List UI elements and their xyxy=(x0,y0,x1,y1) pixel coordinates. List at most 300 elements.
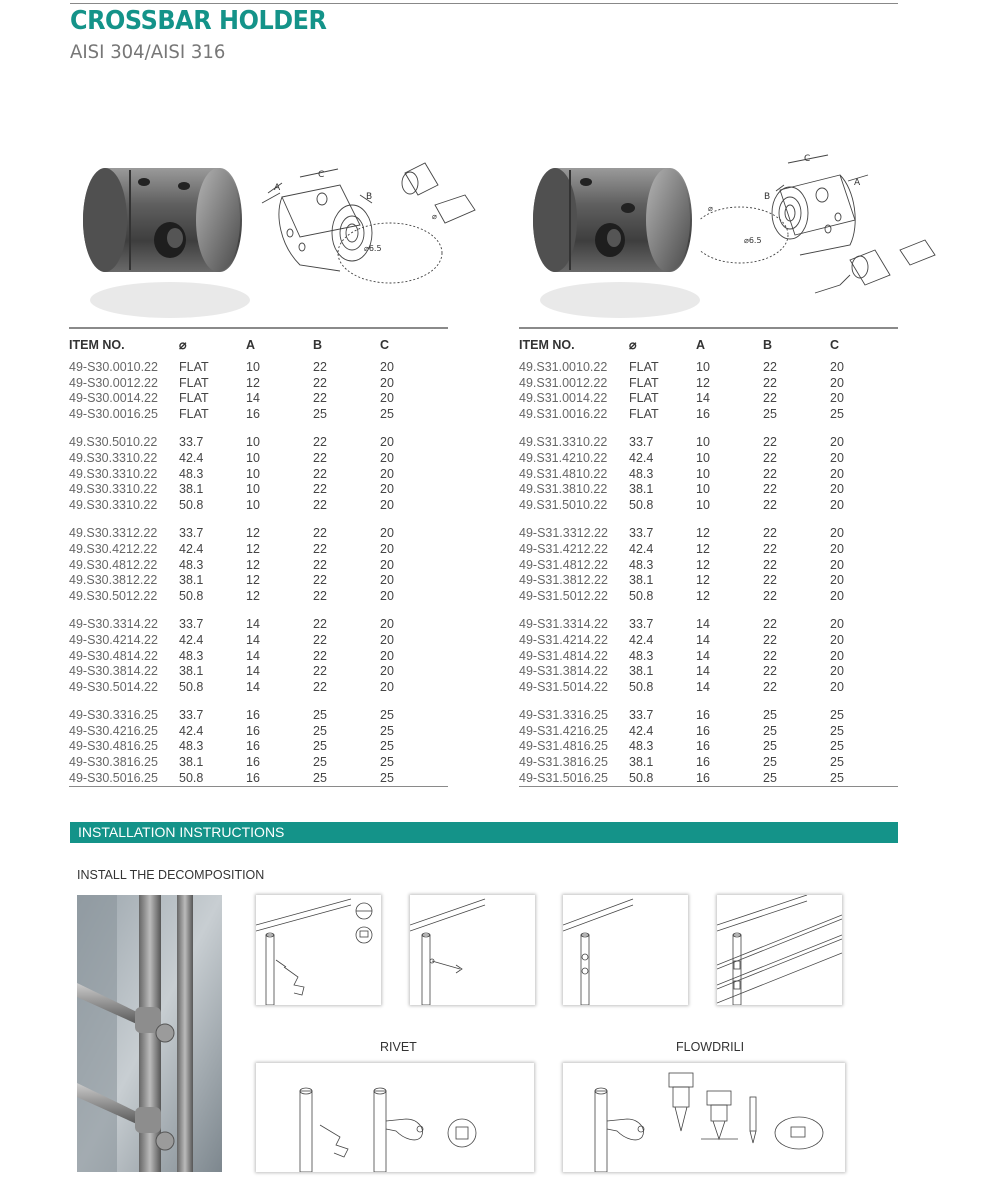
cell-a: 10 xyxy=(696,482,710,497)
cell-b: 22 xyxy=(313,391,327,406)
cell-item-no: 49.S30.3310.22 xyxy=(69,450,158,465)
cell-item-no: 49.S31.0012.22 xyxy=(519,375,608,390)
cell-a: 14 xyxy=(246,679,260,694)
cell-b: 25 xyxy=(313,770,327,785)
table-row xyxy=(69,755,448,771)
cell-item-no: 49.S31.4210.22 xyxy=(519,450,608,465)
cell-b: 25 xyxy=(763,739,777,754)
cell-a: 12 xyxy=(696,541,710,556)
cell-b: 22 xyxy=(313,617,327,632)
table-row xyxy=(519,680,898,696)
cell-c: 25 xyxy=(380,406,394,421)
table-row xyxy=(69,498,448,514)
cell-a: 12 xyxy=(696,557,710,572)
cell-c: 20 xyxy=(830,573,844,588)
table-header-row xyxy=(69,328,448,360)
group-spacer xyxy=(519,604,898,617)
col-header-item-no: ITEM NO. xyxy=(519,328,629,360)
cell-c: 20 xyxy=(830,617,844,632)
cell-diameter: 50.8 xyxy=(629,679,654,694)
table-row xyxy=(519,739,898,755)
cell-diameter: 33.7 xyxy=(179,526,204,541)
cell-c: 25 xyxy=(380,739,394,754)
cell-b: 22 xyxy=(313,526,327,541)
cell-item-no: 49-S31.3314.22 xyxy=(519,617,608,632)
table-row xyxy=(69,680,448,696)
cell-a: 16 xyxy=(696,770,710,785)
page-subtitle: AISI 304/AISI 316 xyxy=(70,41,226,63)
cell-c: 20 xyxy=(830,679,844,694)
cell-item-no: 49-S30.4214.22 xyxy=(69,632,158,647)
cell-diameter: 38.1 xyxy=(179,482,204,497)
cell-diameter: 33.7 xyxy=(179,435,204,450)
cell-b: 22 xyxy=(313,450,327,465)
flowdrill-caption: FLOWDRILI xyxy=(676,1040,745,1054)
cell-item-no: 49-S31.3816.25 xyxy=(519,755,608,770)
group-spacer xyxy=(519,695,898,708)
table-row xyxy=(69,435,448,451)
cell-b: 22 xyxy=(763,664,777,679)
cell-b: 25 xyxy=(313,406,327,421)
cell-diameter: 42.4 xyxy=(179,723,204,738)
col-header-c: C xyxy=(380,328,448,360)
cell-c: 20 xyxy=(380,679,394,694)
cell-diameter: 42.4 xyxy=(629,632,654,647)
cell-item-no: 49-S30.4814.22 xyxy=(69,648,158,663)
cell-diameter: 48.3 xyxy=(629,739,654,754)
cell-a: 12 xyxy=(246,573,260,588)
cell-b: 22 xyxy=(763,617,777,632)
cell-item-no: 49-S31.3312.22 xyxy=(519,526,608,541)
cell-c: 20 xyxy=(380,557,394,572)
table-row xyxy=(519,467,898,483)
cell-a: 16 xyxy=(246,739,260,754)
cell-b: 22 xyxy=(313,664,327,679)
col-header-b: B xyxy=(313,328,380,360)
cell-item-no: 49-S30.0012.22 xyxy=(69,375,158,390)
cell-c: 20 xyxy=(830,466,844,481)
cell-diameter: 42.4 xyxy=(629,450,654,465)
cell-a: 14 xyxy=(246,648,260,663)
cell-a: 16 xyxy=(246,708,260,723)
cell-item-no: 49.S30.3310.22 xyxy=(69,482,158,497)
cell-diameter: 38.1 xyxy=(629,755,654,770)
group-spacer xyxy=(69,604,448,617)
cell-a: 16 xyxy=(696,708,710,723)
table-row xyxy=(69,391,448,407)
cell-a: 12 xyxy=(246,557,260,572)
cell-c: 20 xyxy=(380,632,394,647)
cell-b: 22 xyxy=(313,541,327,556)
cell-c: 25 xyxy=(830,708,844,723)
cell-a: 10 xyxy=(246,497,260,512)
cell-b: 22 xyxy=(763,573,777,588)
cell-item-no: 49.S31.0010.22 xyxy=(519,360,608,374)
table-row xyxy=(69,589,448,605)
cell-diameter: 33.7 xyxy=(629,435,654,450)
cell-c: 20 xyxy=(380,482,394,497)
table-row xyxy=(519,617,898,633)
cell-c: 20 xyxy=(380,466,394,481)
table-row xyxy=(69,451,448,467)
product-photo-left xyxy=(60,160,250,325)
spec-table-right xyxy=(519,327,898,789)
col-header-a: A xyxy=(246,328,313,360)
cell-a: 12 xyxy=(696,588,710,603)
table-row xyxy=(519,498,898,514)
installation-heading-bar xyxy=(70,822,898,843)
cell-a: 14 xyxy=(696,664,710,679)
cell-b: 22 xyxy=(763,375,777,390)
cell-diameter: 48.3 xyxy=(179,466,204,481)
cell-item-no: 49.S30.3812.22 xyxy=(69,573,158,588)
cell-item-no: 49.S31.0016.22 xyxy=(519,406,608,421)
col-header-a: A xyxy=(696,328,763,360)
table-row xyxy=(519,376,898,392)
table-row xyxy=(519,526,898,542)
installation-photo xyxy=(77,895,222,1172)
install-step-panel-1 xyxy=(256,895,381,1005)
cell-item-no: 49.S30.3310.22 xyxy=(69,466,158,481)
cell-item-no: 49-S30.4216.25 xyxy=(69,723,158,738)
col-header-diameter: ⌀ xyxy=(629,328,696,360)
table-row xyxy=(69,376,448,392)
cell-b: 22 xyxy=(313,466,327,481)
cell-b: 22 xyxy=(313,557,327,572)
col-header-b: B xyxy=(763,328,830,360)
cell-b: 22 xyxy=(313,573,327,588)
table-row xyxy=(519,755,898,771)
cell-b: 22 xyxy=(313,679,327,694)
cell-item-no: 49-S31.5014.22 xyxy=(519,679,608,694)
cell-a: 10 xyxy=(696,435,710,450)
table-row xyxy=(519,542,898,558)
cell-b: 22 xyxy=(763,632,777,647)
cell-b: 25 xyxy=(313,739,327,754)
cell-c: 25 xyxy=(380,708,394,723)
cell-b: 22 xyxy=(313,360,327,374)
cell-c: 20 xyxy=(380,375,394,390)
table-row xyxy=(69,573,448,589)
cell-a: 12 xyxy=(246,588,260,603)
cell-b: 25 xyxy=(763,723,777,738)
table-row xyxy=(519,771,898,787)
cell-a: 14 xyxy=(246,617,260,632)
cell-diameter: 48.3 xyxy=(629,557,654,572)
cell-a: 16 xyxy=(246,406,260,421)
cell-b: 22 xyxy=(763,450,777,465)
cell-a: 12 xyxy=(696,526,710,541)
table-row xyxy=(519,482,898,498)
cell-a: 12 xyxy=(246,526,260,541)
table-row xyxy=(519,664,898,680)
cell-c: 20 xyxy=(830,375,844,390)
cell-a: 14 xyxy=(696,391,710,406)
cell-diameter: 38.1 xyxy=(179,755,204,770)
cell-b: 25 xyxy=(763,770,777,785)
cell-a: 12 xyxy=(246,541,260,556)
cell-a: 10 xyxy=(246,360,260,374)
cell-item-no: 49-S30.5014.22 xyxy=(69,679,158,694)
cell-c: 20 xyxy=(380,450,394,465)
cell-b: 22 xyxy=(313,375,327,390)
cell-item-no: 49-S30.3816.25 xyxy=(69,755,158,770)
cell-c: 20 xyxy=(380,391,394,406)
top-rule xyxy=(70,3,898,4)
table-row xyxy=(519,633,898,649)
table-row xyxy=(69,664,448,680)
cell-b: 22 xyxy=(763,526,777,541)
cell-diameter: FLAT xyxy=(179,391,209,406)
cell-b: 22 xyxy=(763,648,777,663)
cell-b: 22 xyxy=(763,435,777,450)
cell-item-no: 49-S31.4812.22 xyxy=(519,557,608,572)
table-row xyxy=(69,708,448,724)
dim-label-a-right: A xyxy=(854,178,861,188)
table-row xyxy=(519,407,898,423)
cell-diameter: 33.7 xyxy=(179,617,204,632)
cell-diameter: 48.3 xyxy=(179,648,204,663)
cell-item-no: 49-S30.4816.25 xyxy=(69,739,158,754)
group-spacer xyxy=(69,422,448,435)
cell-c: 20 xyxy=(380,617,394,632)
table-row xyxy=(69,467,448,483)
cell-item-no: 49.S30.5012.22 xyxy=(69,588,158,603)
cell-item-no: 49-S31.4216.25 xyxy=(519,723,608,738)
cell-a: 16 xyxy=(696,406,710,421)
dim-label-phi-right: ⌀ xyxy=(708,204,713,213)
cell-item-no: 49-S30.3814.22 xyxy=(69,664,158,679)
cell-c: 25 xyxy=(380,770,394,785)
table-row xyxy=(519,589,898,605)
cell-diameter: 50.8 xyxy=(629,770,654,785)
dim-label-b: B xyxy=(366,192,373,202)
cell-a: 10 xyxy=(696,497,710,512)
dim-label-phi65: ⌀6.5 xyxy=(364,244,382,253)
cell-c: 20 xyxy=(830,391,844,406)
cell-a: 10 xyxy=(246,482,260,497)
table-row xyxy=(69,360,448,376)
table-row xyxy=(519,649,898,665)
table-row xyxy=(69,771,448,787)
cell-diameter: 42.4 xyxy=(629,541,654,556)
cell-c: 20 xyxy=(830,450,844,465)
cell-a: 10 xyxy=(696,466,710,481)
cell-item-no: 49-S30.0016.25 xyxy=(69,406,158,421)
table-row xyxy=(519,435,898,451)
cell-c: 20 xyxy=(830,526,844,541)
cell-diameter: 50.8 xyxy=(179,679,204,694)
cell-item-no: 49-S30.3314.22 xyxy=(69,617,158,632)
cell-diameter: 50.8 xyxy=(179,497,204,512)
table-row xyxy=(69,542,448,558)
cell-item-no: 49.S30.3310.22 xyxy=(69,497,158,512)
cell-diameter: FLAT xyxy=(629,391,659,406)
cell-c: 20 xyxy=(830,664,844,679)
cell-a: 16 xyxy=(696,755,710,770)
cell-b: 22 xyxy=(763,482,777,497)
group-spacer xyxy=(69,513,448,526)
group-spacer xyxy=(69,695,448,708)
cell-item-no: 49-S31.3812.22 xyxy=(519,573,608,588)
table-row xyxy=(519,708,898,724)
cell-diameter: 50.8 xyxy=(179,770,204,785)
cell-c: 20 xyxy=(830,557,844,572)
dim-label-c-right: C xyxy=(804,154,811,164)
cell-item-no: 49-S30.3316.25 xyxy=(69,708,158,723)
cell-item-no: 49-S30.5016.25 xyxy=(69,770,158,785)
cell-c: 25 xyxy=(380,755,394,770)
cell-diameter: 38.1 xyxy=(629,482,654,497)
cell-c: 20 xyxy=(830,632,844,647)
cell-item-no: 49-S31.4814.22 xyxy=(519,648,608,663)
cell-item-no: 49-S31.4212.22 xyxy=(519,541,608,556)
cell-b: 22 xyxy=(313,497,327,512)
cell-a: 14 xyxy=(696,617,710,632)
cell-b: 22 xyxy=(763,497,777,512)
table-row xyxy=(69,617,448,633)
cell-a: 10 xyxy=(246,435,260,450)
install-step-panel-2 xyxy=(410,895,535,1005)
cell-a: 10 xyxy=(246,450,260,465)
col-header-item-no: ITEM NO. xyxy=(69,328,179,360)
cell-diameter: 38.1 xyxy=(629,664,654,679)
cell-b: 22 xyxy=(313,648,327,663)
cell-diameter: FLAT xyxy=(629,375,659,390)
flowdrill-panel xyxy=(563,1063,845,1172)
cell-c: 20 xyxy=(830,435,844,450)
cell-diameter: 42.4 xyxy=(179,541,204,556)
cell-b: 22 xyxy=(763,679,777,694)
cell-item-no: 49-S31.5016.25 xyxy=(519,770,608,785)
cell-a: 14 xyxy=(696,632,710,647)
cell-b: 22 xyxy=(763,466,777,481)
cell-b: 22 xyxy=(313,588,327,603)
spec-table-left xyxy=(69,327,448,789)
col-header-diameter: ⌀ xyxy=(179,328,246,360)
cell-diameter: 48.3 xyxy=(629,648,654,663)
cell-b: 22 xyxy=(313,482,327,497)
cell-item-no: 49.S31.3310.22 xyxy=(519,435,608,450)
cell-a: 12 xyxy=(696,573,710,588)
cell-b: 25 xyxy=(313,708,327,723)
cell-diameter: 33.7 xyxy=(629,526,654,541)
cell-diameter: FLAT xyxy=(179,406,209,421)
cell-c: 20 xyxy=(380,497,394,512)
installation-heading: INSTALLATION INSTRUCTIONS xyxy=(78,824,285,840)
dim-label-c: C xyxy=(318,170,325,180)
cell-diameter: 33.7 xyxy=(629,617,654,632)
dim-label-a: A xyxy=(274,183,281,193)
product-photo-right xyxy=(510,160,700,325)
cell-diameter: 38.1 xyxy=(179,573,204,588)
cell-c: 20 xyxy=(830,648,844,663)
cell-item-no: 49.S31.5010.22 xyxy=(519,497,608,512)
table-row xyxy=(519,573,898,589)
cell-b: 25 xyxy=(763,406,777,421)
cell-diameter: FLAT xyxy=(629,360,659,374)
cell-diameter: 42.4 xyxy=(629,723,654,738)
cell-c: 20 xyxy=(380,588,394,603)
table-row xyxy=(69,526,448,542)
cell-diameter: FLAT xyxy=(629,406,659,421)
cell-a: 12 xyxy=(246,375,260,390)
cell-item-no: 49-S31.5012.22 xyxy=(519,588,608,603)
group-spacer xyxy=(519,513,898,526)
install-step-panel-4 xyxy=(717,895,842,1005)
cell-a: 14 xyxy=(246,632,260,647)
cell-diameter: 38.1 xyxy=(179,664,204,679)
cell-b: 22 xyxy=(763,360,777,374)
cell-diameter: 50.8 xyxy=(629,497,654,512)
cell-c: 20 xyxy=(830,497,844,512)
cell-item-no: 49.S31.4810.22 xyxy=(519,466,608,481)
cell-diameter: 38.1 xyxy=(629,573,654,588)
cell-a: 16 xyxy=(696,723,710,738)
table-row xyxy=(69,633,448,649)
dim-label-phi65-right: ⌀6.5 xyxy=(744,236,762,245)
cell-diameter: 50.8 xyxy=(179,588,204,603)
cell-b: 25 xyxy=(313,755,327,770)
dim-label-b-right: B xyxy=(764,192,771,202)
cell-c: 20 xyxy=(830,482,844,497)
cell-diameter: 33.7 xyxy=(629,708,654,723)
cell-item-no: 49.S30.4812.22 xyxy=(69,557,158,572)
cell-a: 16 xyxy=(246,723,260,738)
table-header-row xyxy=(519,328,898,360)
cell-b: 22 xyxy=(313,435,327,450)
dim-label-phi: ⌀ xyxy=(432,212,437,221)
cell-c: 25 xyxy=(830,770,844,785)
cell-c: 20 xyxy=(830,588,844,603)
cell-c: 20 xyxy=(380,360,394,374)
cell-diameter: 48.3 xyxy=(179,557,204,572)
cell-c: 20 xyxy=(380,648,394,663)
cell-c: 20 xyxy=(380,573,394,588)
cell-b: 25 xyxy=(763,755,777,770)
group-spacer xyxy=(519,422,898,435)
cell-c: 25 xyxy=(380,723,394,738)
cell-b: 22 xyxy=(763,391,777,406)
page-title: CROSSBAR HOLDER xyxy=(70,6,327,36)
rivet-caption: RIVET xyxy=(380,1040,417,1054)
cell-c: 20 xyxy=(380,435,394,450)
cell-item-no: 49-S30.0010.22 xyxy=(69,360,158,374)
cell-item-no: 49-S31.3316.25 xyxy=(519,708,608,723)
technical-drawing-left xyxy=(260,155,485,305)
cell-item-no: 49.S31.3810.22 xyxy=(519,482,608,497)
cell-c: 25 xyxy=(830,406,844,421)
cell-a: 14 xyxy=(246,664,260,679)
install-step-panel-3 xyxy=(563,895,688,1005)
cell-a: 14 xyxy=(696,679,710,694)
cell-c: 25 xyxy=(830,755,844,770)
cell-diameter: FLAT xyxy=(179,375,209,390)
cell-diameter: 42.4 xyxy=(179,632,204,647)
technical-drawing-right xyxy=(700,145,940,300)
cell-a: 16 xyxy=(696,739,710,754)
cell-diameter: 50.8 xyxy=(629,588,654,603)
cell-b: 25 xyxy=(313,723,327,738)
cell-c: 20 xyxy=(380,526,394,541)
table-row xyxy=(519,451,898,467)
cell-a: 10 xyxy=(246,466,260,481)
cell-b: 22 xyxy=(763,541,777,556)
cell-c: 20 xyxy=(380,664,394,679)
cell-a: 16 xyxy=(246,755,260,770)
cell-item-no: 49-S31.4214.22 xyxy=(519,632,608,647)
col-header-c: C xyxy=(830,328,898,360)
